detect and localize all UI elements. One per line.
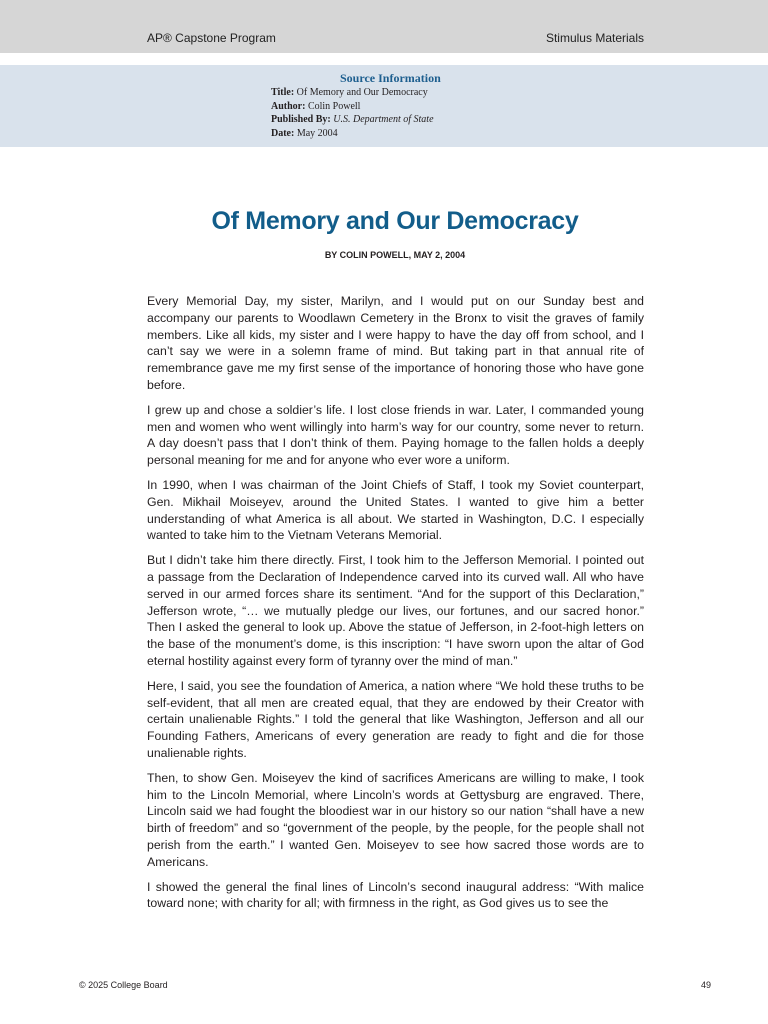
article-paragraph: But I didn’t take him there directly. First, I took him to the Jefferson Memorial. I pointed out a passage from the Declaration of Independence carved into its curved wall. All who have served in our armed forces share its sentiment. “And for the support of this Declaration,” Jefferson wrote, “… we mutually pledge our lives, our fortunes, and our sacred honor.” Then I asked the general to look up. Above the statue of Jefferson, in 2-foot-high letters on the base of the monument’s dome, is this inscription: “I have sworn upon the altar of God eternal hostility against every form of tyranny over the mind of man.” xyxy=(147,553,644,668)
source-author-label: Author: xyxy=(271,100,306,112)
source-date-row xyxy=(271,127,441,141)
article-body xyxy=(147,293,644,933)
copyright-notice: © 2025 College Board xyxy=(79,980,168,990)
article-paragraph: Every Memorial Day, my sister, Marilyn, and I would put on our Sunday best and accompany our parents to Woodlawn Cemetery in the Bronx to visit the graves of family members. Like all kids, my sister and I were happy to have the day off from school, and I can’t say we were in a solemn frame of mind. But taking part in that annual rite of remembrance gave me my first sense of the importance of honoring those who have gone before. xyxy=(147,294,644,392)
source-author-row xyxy=(271,100,441,114)
article-paragraph: Here, I said, you see the foundation of America, a nation where “We hold these truths to be self-evident, that all men are created equal, that they are endowed by their Creator with certain unalienable Rights.” I told the general that like Washington, Jefferson and all our Founding Fathers, Americans of every generation are ready to fight and die for those unalienable rights. xyxy=(147,678,644,760)
source-author-value: Colin Powell xyxy=(307,100,361,112)
source-published-row xyxy=(271,113,441,127)
article-title: Of Memory and Our Democracy xyxy=(211,207,579,235)
source-information xyxy=(271,71,441,140)
article-byline: BY COLIN POWELL, MAY 2, 2004 xyxy=(324,250,466,260)
source-title-row xyxy=(271,86,441,100)
source-title-label: Title: xyxy=(271,87,295,98)
article-paragraph: I showed the general the final lines of Lincoln’s second inaugural address: “With malice toward none; with charity for all; with firmness in the right, as God gives us to see the xyxy=(147,879,644,911)
article-paragraph: I grew up and chose a soldier’s life. I lost close friends in war. Later, I commanded young men and women who went willingly into harm’s way for our country, some never to return. A day doesn’t pass that I don’t think of them. Paying homage to the fallen holds a deeply personal meaning for me and for anyone who ever wore a uniform. xyxy=(147,402,644,468)
source-information-box xyxy=(0,65,768,147)
article-paragraph: Then, to show Gen. Moiseyev the kind of sacrifices Americans are willing to make, I took him to the Lincoln Memorial, where Lincoln’s words at Gettysburg are engraved. There, Lincoln said we had fought the bloodiest war in our history so our nation “shall have a new birth of freedom” and so “government of the people, by the people, for the people shall not perish from the earth.” I wanted Gen. Moiseyev to see how sacred those words are to Americans. xyxy=(147,770,644,869)
source-heading: Source Information xyxy=(340,71,441,85)
source-date-value: May 2004 xyxy=(296,127,338,139)
page-number: 49 xyxy=(700,980,711,990)
source-published-value: U.S. Department of State xyxy=(333,114,434,125)
section-name: Stimulus Materials xyxy=(545,31,644,45)
program-name: AP® Capstone Program xyxy=(147,31,276,45)
article-paragraph: In 1990, when I was chairman of the Joint Chiefs of Staff, I took my Soviet counterpart, Gen. Mikhail Moiseyev, around the United States. I wanted to give him a better understanding of what America is all about. We started in Washington, D.C. I especially wanted to take him to the Vietnam Veterans Memorial. xyxy=(147,477,644,543)
page-header xyxy=(0,0,768,53)
source-published-label: Published By: xyxy=(271,114,331,125)
source-title-value: Of Memory and Our Democracy xyxy=(296,87,428,98)
source-date-label: Date: xyxy=(271,127,295,139)
